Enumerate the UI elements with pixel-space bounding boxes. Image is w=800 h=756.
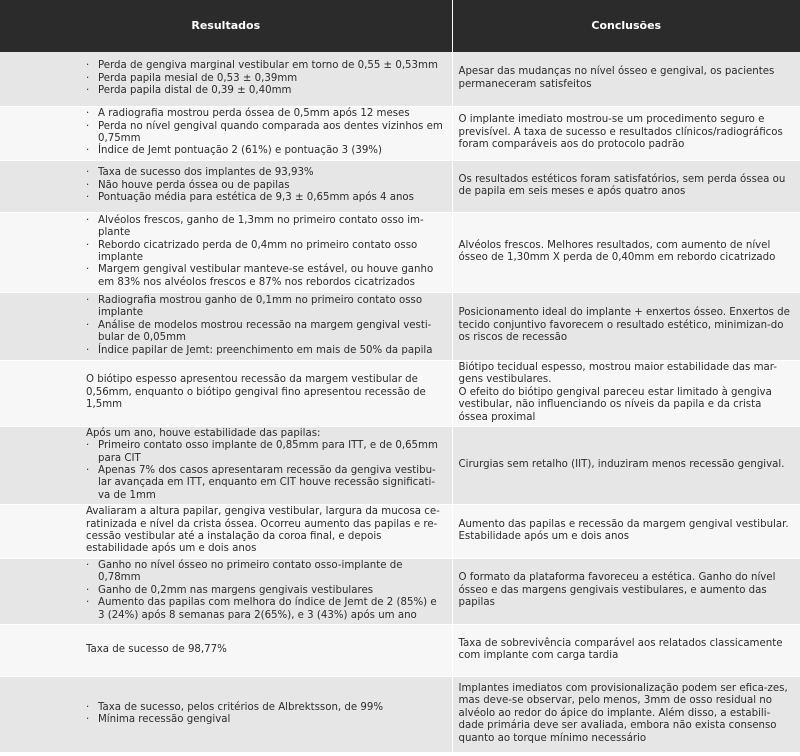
result-item: · Apenas 7% dos casos apresentaram recessão da gengiva vestibu-lar avançada em ITT, enquanto em CIT houve recessão significati-va de 1mm [86, 465, 446, 502]
results-cell [0, 624, 452, 676]
results-cell [0, 292, 452, 360]
table-row [0, 292, 800, 360]
table-row [0, 624, 800, 676]
conclusion-cell: Alvéolos frescos. Melhores resultados, com aumento de nível ósseo de 1,30mm X perda de 0,40mm em rebordo cicatrizado [452, 212, 800, 292]
conclusion-cell: O implante imediato mostrou-se um procedimento seguro e previsível. A taxa de sucesso e resultados clínicos/radiográficos foram comparáveis aos do protocolo padrão [452, 106, 800, 160]
result-item: · Análise de modelos mostrou recessão na margem gengival vesti-bular de 0,05mm [86, 320, 446, 345]
result-item: · Primeiro contato osso implante de 0,85mm para ITT, e de 0,65mm para CIT [86, 440, 446, 465]
result-item: · A radiografia mostrou perda óssea de 0,5mm após 12 meses [86, 108, 446, 120]
table-header [0, 0, 800, 52]
table-row [0, 212, 800, 292]
results-cell [0, 360, 452, 426]
header-results: Resultados [0, 0, 452, 52]
result-item: · Índice papilar de Jemt: preenchimento em mais de 50% da papila [86, 345, 446, 357]
result-item: · Taxa de sucesso, pelos critérios de Albrektsson, de 99% [86, 702, 446, 714]
table-row [0, 360, 800, 426]
result-intro: Após um ano, houve estabilidade das papilas: [86, 427, 321, 439]
results-cell [0, 52, 452, 106]
result-item: · Ganho de 0,2mm nas margens gengivais vestibulares [86, 585, 446, 597]
result-item: · Alvéolos frescos, ganho de 1,3mm no primeiro contato osso im-plante [86, 215, 446, 240]
table-row [0, 558, 800, 624]
results-cell [0, 504, 452, 558]
table-row [0, 106, 800, 160]
conclusion-line: O efeito do biótipo gengival pareceu estar limitado à gengiva vestibular, não influenciando os níveis da papila e da crista óssea proximal [458, 386, 772, 423]
table-row [0, 676, 800, 752]
result-text: Taxa de sucesso de 98,77% [86, 643, 227, 655]
conclusion-cell [452, 360, 800, 426]
result-item: · Pontuação média para estética de 9,3 ± 0,65mm após 4 anos [86, 192, 446, 204]
result-item: · Taxa de sucesso dos implantes de 93,93% [86, 167, 446, 179]
result-item: · Radiografia mostrou ganho de 0,1mm no primeiro contato osso implante [86, 295, 446, 320]
conclusion-cell: Cirurgias sem retalho (IIT), induziram menos recessão gengival. [452, 426, 800, 504]
result-item: · Índice de Jemt pontuação 2 (61%) e pontuação 3 (39%) [86, 145, 446, 157]
conclusion-cell: Taxa de sobrevivência comparável aos relatados classicamente com implante com carga tardia [452, 624, 800, 676]
conclusion-cell: Implantes imediatos com provisionalização podem ser efica-zes, mas deve-se observar, pelo menos, 3mm de osso residual no alvéolo ao redor do ápice do implante. Além disso, a estabili-dade primária deve ser avaliada, embora não exista consenso quanto ao torque mínimo necessário [452, 676, 800, 752]
results-cell [0, 160, 452, 212]
result-item: · Perda papila mesial de 0,53 ± 0,39mm [86, 73, 446, 85]
conclusion-line: Biótipo tecidual espesso, mostrou maior estabilidade das mar-gens vestibulares. [458, 361, 777, 386]
result-item: · Aumento das papilas com melhora do índice de Jemt de 2 (85%) e 3 (24%) após 8 semanas para 2(65%), e 3 (43%) após um ano [86, 597, 446, 622]
result-item: · Perda no nível gengival quando comparada aos dentes vizinhos em 0,75mm [86, 121, 446, 146]
result-text: O biótipo espesso apresentou recessão da margem vestibular de 0,56mm, enquanto o biótipo gengival fino apresentou recessão de 1,5mm [86, 374, 426, 411]
results-cell [0, 558, 452, 624]
result-item: · Perda papila distal de 0,39 ± 0,40mm [86, 85, 446, 97]
table-row [0, 160, 800, 212]
result-item: · Perda de gengiva marginal vestibular em torno de 0,55 ± 0,53mm [86, 60, 446, 72]
results-cell [0, 676, 452, 752]
conclusion-cell: Os resultados estéticos foram satisfatórios, sem perda óssea ou de papila em seis meses e após quatro anos [452, 160, 800, 212]
results-cell [0, 106, 452, 160]
result-item: · Rebordo cicatrizado perda de 0,4mm no primeiro contato osso implante [86, 240, 446, 265]
result-text: Avaliaram a altura papilar, gengiva vestibular, largura da mucosa ce-ratinizada e nível da crista óssea. Ocorreu aumento das papilas e re-cessão vestibular até a instalação da coroa final, e depois estabilidade após um e dois anos [86, 506, 440, 555]
results-cell [0, 212, 452, 292]
table-row [0, 52, 800, 106]
header-conclusions: Conclusões [452, 0, 800, 52]
conclusion-cell: O formato da plataforma favoreceu a estética. Ganho do nível ósseo e das margens gengivais vestibulares, e aumento das papilas [452, 558, 800, 624]
result-item: · Ganho no nível ósseo no primeiro contato osso-implante de 0,78mm [86, 560, 446, 585]
table-row [0, 426, 800, 504]
conclusion-cell: Apesar das mudanças no nível ósseo e gengival, os pacientes permaneceram satisfeitos [452, 52, 800, 106]
conclusion-cell: Aumento das papilas e recessão da margem gengival vestibular. Estabilidade após um e dois anos [452, 504, 800, 558]
result-item: · Margem gengival vestibular manteve-se estável, ou houve ganho em 83% nos alvéolos frescos e 87% nos rebordos cicatrizados [86, 264, 446, 289]
results-cell [0, 426, 452, 504]
table-row [0, 504, 800, 558]
result-item: · Mínima recessão gengival [86, 714, 446, 726]
conclusion-cell: Posicionamento ideal do implante + enxertos ósseo. Enxertos de tecido conjuntivo favorecem o resultado estético, minimizan-do os riscos de recessão [452, 292, 800, 360]
result-item: · Não houve perda óssea ou de papilas [86, 180, 446, 192]
